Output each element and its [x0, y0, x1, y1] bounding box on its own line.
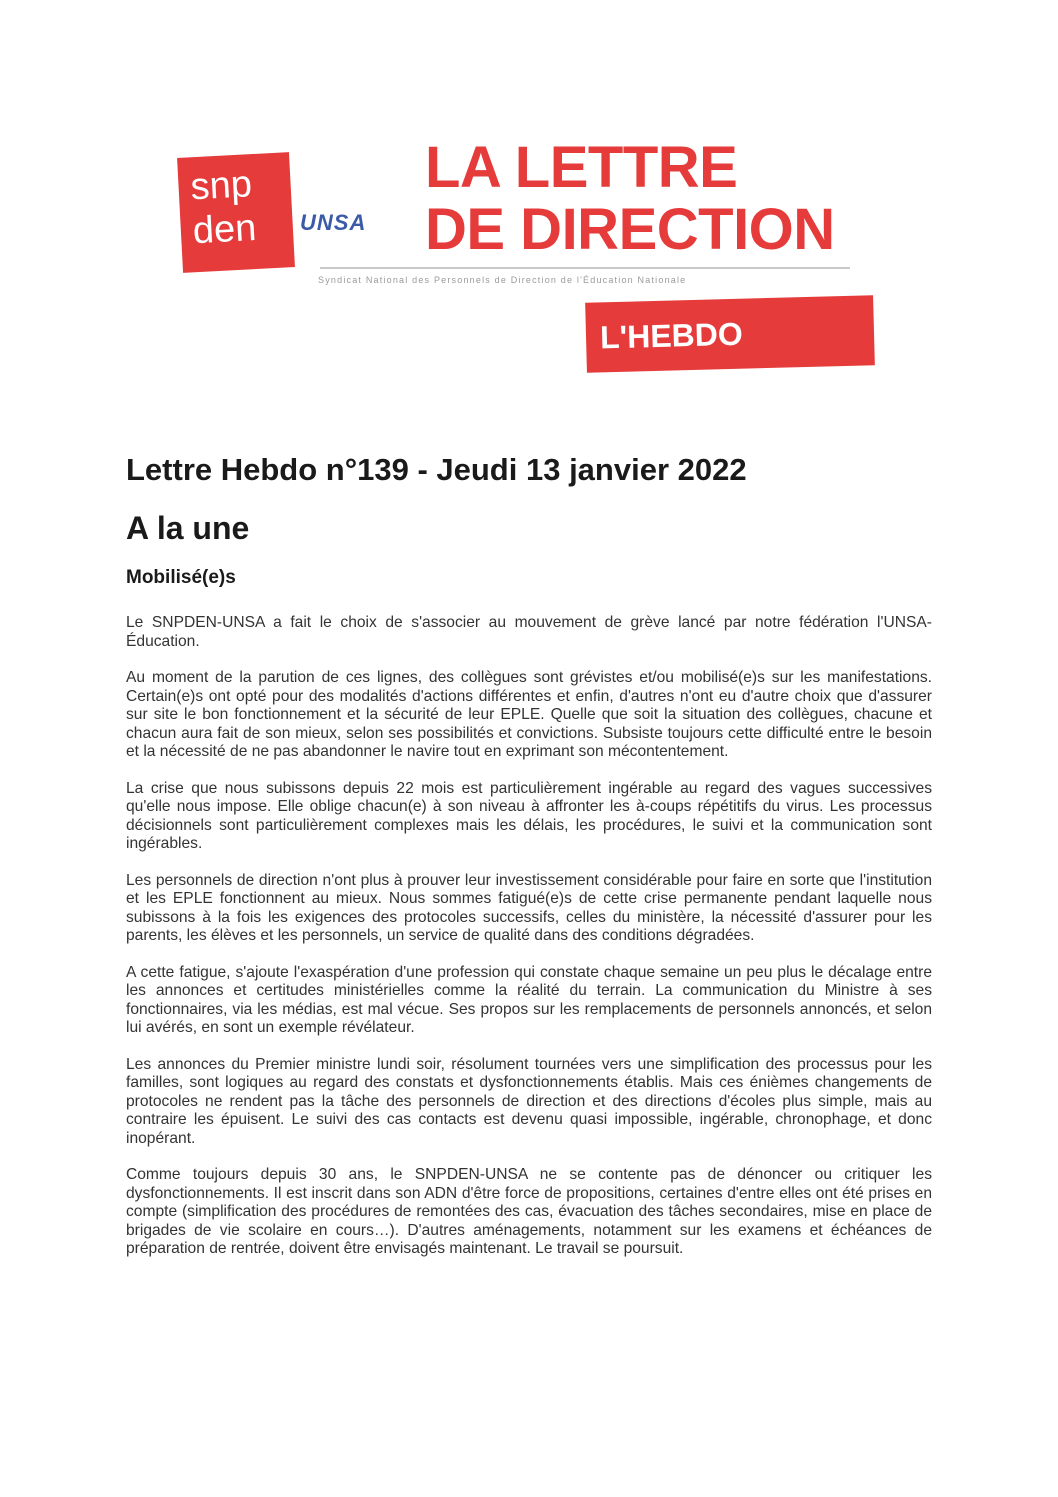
section-title: A la une — [126, 510, 250, 546]
brand-title — [425, 137, 835, 261]
article-paragraph: Au moment de la parution de ces lignes, des collègues sont grévistes et/ou mobilisé(e)s sur les manifestations. Certain(e)s ont opté pour des modalités d'actions différentes et enfin, d'autres n'ont eu d'autre choix que d'assurer sur site le bon fonctionnement et la sécurité de leur EPLE. Quelle que soit la situation des collègues, chacune et chacun aura fait de son mieux, selon ses possibilités et convictions. Subsiste toujours cette difficulté entre le besoin et la nécessité de ne pas abandonner le navire tout en exprimant son mécontentement. — [126, 669, 932, 760]
newsletter-content — [126, 448, 932, 1259]
brand-title-line1: LA LETTRE — [425, 135, 738, 200]
unsa-logo: UNSA — [300, 210, 367, 235]
article-paragraph: Les annonces du Premier ministre lundi soir, résolument tournées vers une simplification des processus pour les familles, sont logiques au regard des constats et dysfonctionnements établis. Mais ces énièmes changements de protocoles ne rendent pas la tâche des personnels de direction et des directions d'écoles plus simple, mais au contraire les épuisent. Le suivi des cas contacts est devenu quasi impossible, ingérable, chronophage, et donc inopérant. — [126, 1055, 932, 1147]
article-title: Mobilisé(e)s — [126, 567, 236, 588]
article-paragraph: Comme toujours depuis 30 ans, le SNPDEN-UNSA ne se contente pas de dénoncer ou critiquer les dysfonctionnements. Il est inscrit dans son ADN d'être force de propositions, certaines d'entre elles ont été prises en compte (simplification des procédures de remontées des cas, évacuation des tâches secondaires, mise en place de brigades de vie scolaire en cours…). D'autres aménagements, notamment sur les examens et échéances de préparation de rentrée, doivent être envisagés maintenant. Le travail se poursuit. — [126, 1166, 932, 1257]
article-paragraph: La crise que nous subissons depuis 22 mois est particulièrement ingérable au regard des vagues successives qu'elle nous impose. Elle oblige chacun(e) à son niveau à affronter les à-coups répétitifs du virus. Les processus décisionnels sont particulièrement complexes mais les délais, les procédures, le suivi et la communication sont ingérables. — [126, 779, 932, 852]
issue-title: Lettre Hebdo n°139 - Jeudi 13 janvier 2022 — [126, 452, 747, 487]
brand-divider — [320, 267, 850, 269]
brand-title-line2: DE DIRECTION — [425, 197, 835, 262]
article-paragraph: A cette fatigue, s'ajoute l'exaspération d'une profession qui constate chaque semaine un peu plus le décalage entre les annonces et certitudes ministérielles comme la réalité du terrain. La communication du Ministre à ses fonctionnaires, via les médias, est mal vécue. Ses propos sur les remplacements de personnels annoncés, et selon lui avérés, en sont un exemple révélateur. — [126, 963, 932, 1036]
article-paragraph: Le SNPDEN-UNSA a fait le choix de s'associer au mouvement de grève lancé par notre fédération l'UNSA-Éducation. — [126, 614, 932, 650]
hebdo-badge: L'HEBDO — [585, 295, 875, 373]
snp-text: snp — [189, 163, 253, 209]
snpden-logo-box — [177, 152, 295, 273]
newsletter-logo — [170, 135, 890, 385]
article-paragraph: Les personnels de direction n'ont plus à prouver leur investissement considérable pour faire en sorte que l'institution et les EPLE fonctionnent au mieux. Nous sommes fatigué(e)s de cette crise permanente pendant laquelle nous subissons à la fois les exigences des protocoles successifs, celles du ministère, la nécessité d'assurer pour les parents, les élèves et les personnels, un service de qualité dans des conditions dégradées. — [126, 871, 932, 944]
brand-subtitle: Syndicat National des Personnels de Direction de l'Éducation Nationale — [318, 275, 687, 285]
den-text: den — [191, 206, 258, 253]
